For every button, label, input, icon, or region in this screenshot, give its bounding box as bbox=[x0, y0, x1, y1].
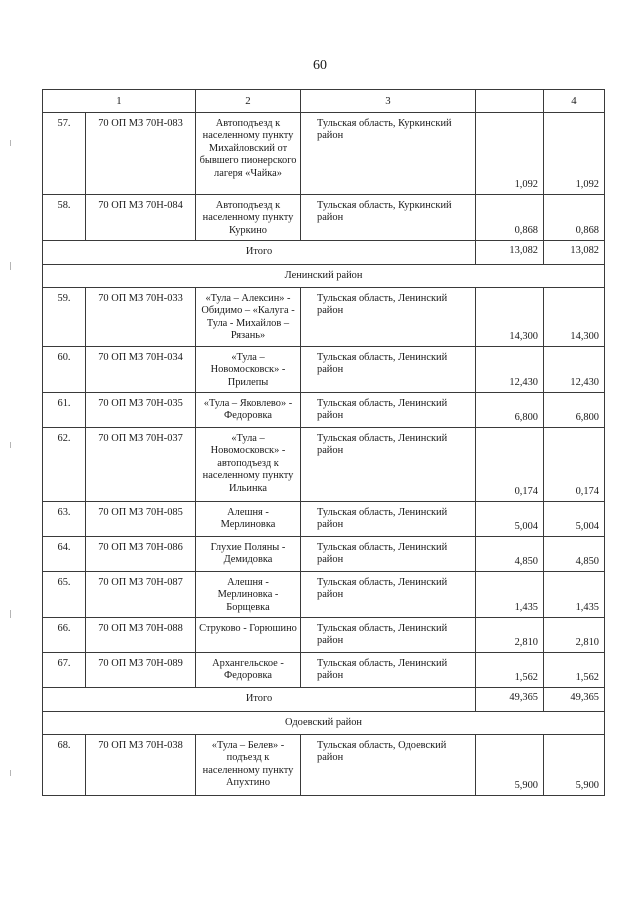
road-length: 6,800 bbox=[476, 393, 544, 428]
table-row bbox=[43, 347, 605, 393]
table-row bbox=[43, 393, 605, 428]
road-length: 0,174 bbox=[476, 428, 544, 502]
road-location: Тульская область, Куркинский район bbox=[301, 195, 476, 241]
table-row bbox=[43, 288, 605, 347]
road-id-code: 70 ОП МЗ 70Н-085 bbox=[86, 502, 196, 537]
total-row bbox=[43, 241, 605, 265]
road-name: Автоподъезд к населенному пункту Куркино bbox=[196, 195, 301, 241]
table-row bbox=[43, 653, 605, 688]
road-id-code: 70 ОП МЗ 70Н-033 bbox=[86, 288, 196, 347]
road-name: Архангельское - Федоровка bbox=[196, 653, 301, 688]
road-length: 1,092 bbox=[476, 113, 544, 195]
road-total-length: 12,430 bbox=[544, 347, 605, 393]
road-name: «Тула – Алексин» - Обидимо – «Калуга - Тула - Михайлов – Рязань» bbox=[196, 288, 301, 347]
road-length: 4,850 bbox=[476, 537, 544, 572]
row-number: 66. bbox=[43, 618, 86, 653]
district-name: Ленинский район bbox=[43, 265, 605, 288]
road-name: «Тула – Новомосковск» - Прилепы bbox=[196, 347, 301, 393]
road-length: 0,868 bbox=[476, 195, 544, 241]
total-sum: 13,082 bbox=[544, 241, 605, 265]
road-length: 5,004 bbox=[476, 502, 544, 537]
row-number: 61. bbox=[43, 393, 86, 428]
district-name: Одоевский район bbox=[43, 712, 605, 735]
road-total-length: 5,004 bbox=[544, 502, 605, 537]
road-location: Тульская область, Ленинский район bbox=[301, 288, 476, 347]
total-length: 13,082 bbox=[476, 241, 544, 265]
header-col-blank bbox=[476, 90, 544, 113]
road-location: Тульская область, Ленинский район bbox=[301, 428, 476, 502]
header-col-2: 2 bbox=[196, 90, 301, 113]
road-name: «Тула – Яковлево» - Федоровка bbox=[196, 393, 301, 428]
row-number: 63. bbox=[43, 502, 86, 537]
road-name: Алешня - Мерлиновка bbox=[196, 502, 301, 537]
road-length: 1,435 bbox=[476, 572, 544, 618]
row-number: 68. bbox=[43, 735, 86, 796]
road-location: Тульская область, Ленинский район bbox=[301, 347, 476, 393]
table-header-row bbox=[43, 90, 605, 113]
road-id-code: 70 ОП МЗ 70Н-088 bbox=[86, 618, 196, 653]
road-total-length: 14,300 bbox=[544, 288, 605, 347]
roads-register-table bbox=[42, 89, 605, 796]
road-length: 5,900 bbox=[476, 735, 544, 796]
district-header-row bbox=[43, 712, 605, 735]
road-name: Глухие Поляны - Демидовка bbox=[196, 537, 301, 572]
scan-mark bbox=[10, 140, 11, 146]
road-location: Тульская область, Ленинский район bbox=[301, 393, 476, 428]
road-length: 14,300 bbox=[476, 288, 544, 347]
row-number: 64. bbox=[43, 537, 86, 572]
road-id-code: 70 ОП МЗ 70Н-087 bbox=[86, 572, 196, 618]
road-length: 2,810 bbox=[476, 618, 544, 653]
road-id-code: 70 ОП МЗ 70Н-084 bbox=[86, 195, 196, 241]
total-sum: 49,365 bbox=[544, 688, 605, 712]
row-number: 59. bbox=[43, 288, 86, 347]
road-total-length: 1,562 bbox=[544, 653, 605, 688]
road-name: Алешня - Мерлиновка - Борщевка bbox=[196, 572, 301, 618]
road-id-code: 70 ОП МЗ 70Н-083 bbox=[86, 113, 196, 195]
row-number: 57. bbox=[43, 113, 86, 195]
road-id-code: 70 ОП МЗ 70Н-034 bbox=[86, 347, 196, 393]
row-number: 60. bbox=[43, 347, 86, 393]
road-name: Струково - Горюшино bbox=[196, 618, 301, 653]
header-col-3: 3 bbox=[301, 90, 476, 113]
total-label: Итого bbox=[43, 241, 476, 265]
table-row bbox=[43, 537, 605, 572]
scan-mark bbox=[10, 770, 11, 776]
total-length: 49,365 bbox=[476, 688, 544, 712]
road-name: «Тула – Белев» - подъезд к населенному пункту Апухтино bbox=[196, 735, 301, 796]
road-name: Автоподъезд к населенному пункту Михайловский от бывшего пионерского лагеря «Чайка» bbox=[196, 113, 301, 195]
road-name: «Тула – Новомосковск» - автоподъезд к населенному пункту Ильинка bbox=[196, 428, 301, 502]
table-row bbox=[43, 572, 605, 618]
scan-mark bbox=[10, 610, 11, 618]
road-length: 1,562 bbox=[476, 653, 544, 688]
table-row bbox=[43, 428, 605, 502]
total-label: Итого bbox=[43, 688, 476, 712]
road-id-code: 70 ОП МЗ 70Н-086 bbox=[86, 537, 196, 572]
road-id-code: 70 ОП МЗ 70Н-037 bbox=[86, 428, 196, 502]
scan-mark bbox=[10, 262, 11, 270]
road-location: Тульская область, Одоевский район bbox=[301, 735, 476, 796]
road-id-code: 70 ОП МЗ 70Н-089 bbox=[86, 653, 196, 688]
road-location: Тульская область, Ленинский район bbox=[301, 618, 476, 653]
road-location: Тульская область, Куркинский район bbox=[301, 113, 476, 195]
table-row bbox=[43, 195, 605, 241]
road-total-length: 0,868 bbox=[544, 195, 605, 241]
road-total-length: 0,174 bbox=[544, 428, 605, 502]
table-row bbox=[43, 735, 605, 796]
road-total-length: 6,800 bbox=[544, 393, 605, 428]
table-row bbox=[43, 113, 605, 195]
table-row bbox=[43, 502, 605, 537]
table-row bbox=[43, 618, 605, 653]
road-total-length: 1,435 bbox=[544, 572, 605, 618]
road-id-code: 70 ОП МЗ 70Н-038 bbox=[86, 735, 196, 796]
road-id-code: 70 ОП МЗ 70Н-035 bbox=[86, 393, 196, 428]
road-location: Тульская область, Ленинский район bbox=[301, 537, 476, 572]
total-row bbox=[43, 688, 605, 712]
road-total-length: 2,810 bbox=[544, 618, 605, 653]
header-col-4: 4 bbox=[544, 90, 605, 113]
row-number: 65. bbox=[43, 572, 86, 618]
district-header-row bbox=[43, 265, 605, 288]
page-number: 60 bbox=[313, 58, 327, 73]
header-col-1: 1 bbox=[43, 90, 196, 113]
row-number: 67. bbox=[43, 653, 86, 688]
road-location: Тульская область, Ленинский район bbox=[301, 502, 476, 537]
road-location: Тульская область, Ленинский район bbox=[301, 572, 476, 618]
road-total-length: 1,092 bbox=[544, 113, 605, 195]
row-number: 58. bbox=[43, 195, 86, 241]
road-location: Тульская область, Ленинский район bbox=[301, 653, 476, 688]
road-length: 12,430 bbox=[476, 347, 544, 393]
road-total-length: 5,900 bbox=[544, 735, 605, 796]
road-total-length: 4,850 bbox=[544, 537, 605, 572]
row-number: 62. bbox=[43, 428, 86, 502]
scan-mark bbox=[10, 442, 11, 448]
